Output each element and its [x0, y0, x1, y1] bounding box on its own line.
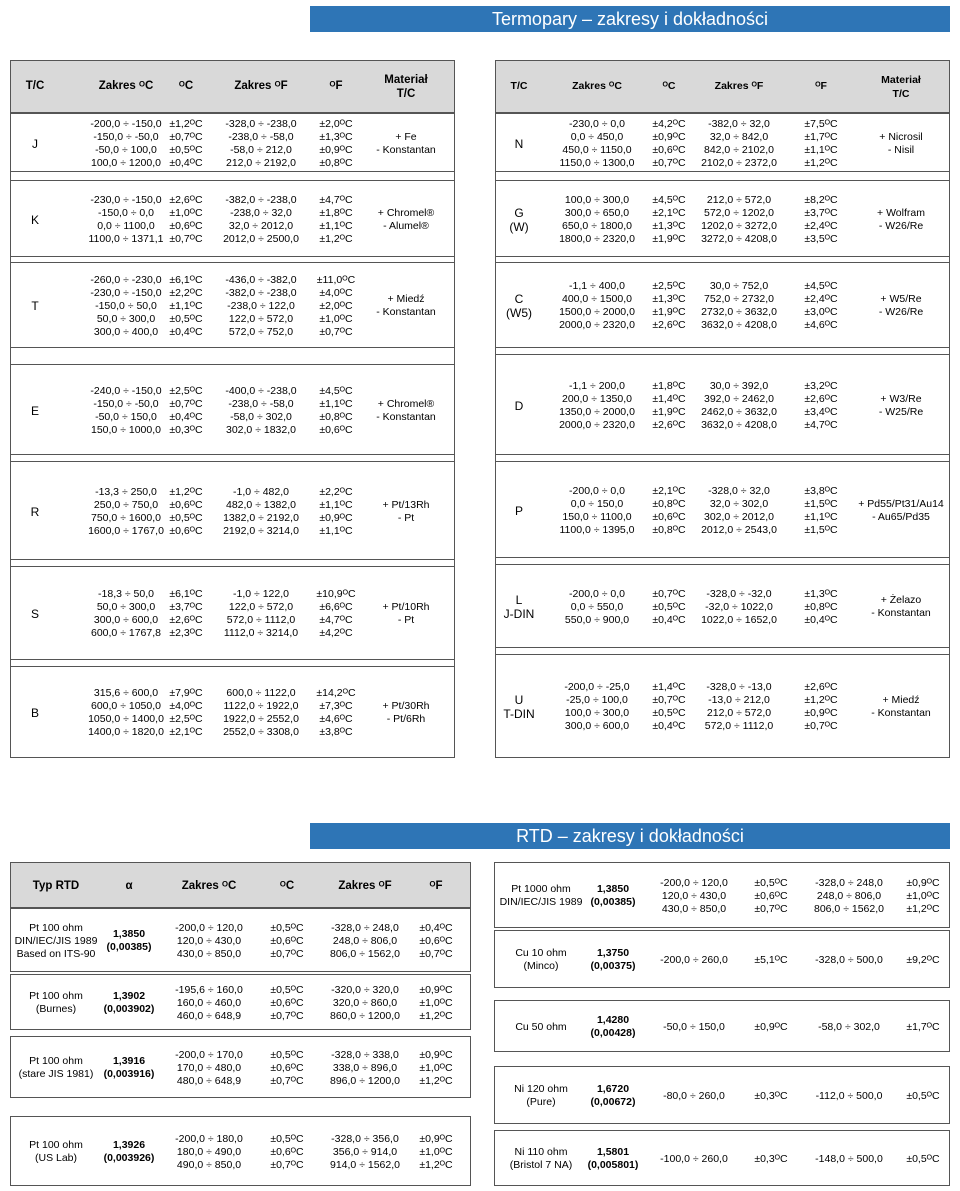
tc-range-f: -382,0 ÷ -238,0 -238,0 ÷ 32,0 32,0 ÷ 2012,0 2012,0 ÷ 2500,0: [223, 193, 299, 245]
tc-range-c: -200,0 ÷ -150,0 -150,0 ÷ -50,0 -50,0 ÷ 100,0 100,0 ÷ 1200,0: [90, 117, 162, 169]
tc-header-cell: Materiał T/C: [384, 74, 428, 100]
tc-range-c: 100,0 ÷ 300,0 300,0 ÷ 650,0 650,0 ÷ 1800,0 1800,0 ÷ 2320,0: [559, 193, 635, 245]
tc-header-cell: Zakres ᴼF: [714, 80, 764, 92]
rtd-type: Pt 1000 ohm DIN/IEC/JIS 1989: [499, 883, 583, 908]
rtd-row-left: [10, 1036, 471, 1098]
rtd-header-cell: ᴼF: [429, 880, 443, 892]
tc-header-cell: ᴼF: [329, 80, 343, 92]
tc-header-right: [495, 60, 950, 113]
tc-range-c: -18,3 ÷ 50,0 50,0 ÷ 300,0 300,0 ÷ 600,0 600,0 ÷ 1767,8: [91, 588, 161, 639]
tc-range-f: -328,0 ÷ 32,0 32,0 ÷ 302,0 302,0 ÷ 2012,0 2012,0 ÷ 2543,0: [701, 484, 777, 536]
tc-acc-f: ±3,2ᴼC ±2,6ᴼC ±3,4ᴼC ±4,7ᴼC: [804, 379, 838, 431]
rtd-range-f: -112,0 ÷ 500,0: [815, 1089, 883, 1102]
tc-material: + Pt/10Rh - Pt: [382, 601, 430, 626]
rtd-acc-f: ±0,9ᴼC ±1,0ᴼC ±1,2ᴼC: [419, 983, 453, 1022]
tc-type: J: [32, 136, 38, 151]
rtd-row-right: [494, 862, 950, 928]
rtd-range-c: -200,0 ÷ 260,0: [660, 953, 728, 966]
tc-acc-c: ±7,9ᴼC ±4,0ᴼC ±2,5ᴼC ±2,1ᴼC: [169, 687, 203, 738]
rtd-row-left: [10, 1116, 471, 1186]
tc-header-left: [10, 60, 455, 113]
tc-row-right: [495, 461, 950, 558]
tc-row-separator: [10, 172, 455, 180]
tc-acc-c: ±4,2ᴼC ±0,9ᴼC ±0,6ᴼC ±0,7ᴼC: [652, 117, 686, 169]
tc-row-left: [10, 364, 455, 455]
tc-material: + Żelazo - Konstantan: [871, 594, 931, 619]
tc-acc-f: ±2,2ᴼC ±1,1ᴼC ±0,9ᴼC ±1,1ᴼC: [319, 485, 353, 537]
rtd-header-cell: ᴼC: [279, 880, 295, 892]
tc-header-cell: Zakres ᴼF: [234, 80, 288, 92]
tc-acc-c: ±2,6ᴼC ±1,0ᴼC ±0,6ᴼC ±0,7ᴼC: [169, 193, 203, 245]
tc-type: B: [30, 706, 39, 720]
rtd-row-left: [10, 908, 471, 972]
rtd-acc-c: ±0,5ᴼC ±0,6ᴼC ±0,7ᴼC: [754, 876, 788, 915]
tc-range-f: -328,0 ÷ -238,0 -238,0 ÷ -58,0 -58,0 ÷ 212,0 212,0 ÷ 2192,0: [225, 117, 297, 169]
tc-acc-f: ±2,6ᴼC ±1,2ᴼC ±0,9ᴼC ±0,7ᴼC: [804, 681, 838, 732]
tc-row-right: [495, 113, 950, 172]
tc-range-c: -200,0 ÷ -25,0 -25,0 ÷ 100,0 100,0 ÷ 300,0 300,0 ÷ 600,0: [564, 681, 630, 732]
tc-material: + Miedź - Konstantan: [871, 694, 931, 719]
tc-type: R: [30, 504, 40, 519]
rtd-acc-f: ±0,5ᴼC: [906, 1152, 940, 1165]
tc-row-left: [10, 461, 455, 560]
rtd-range-c: -200,0 ÷ 120,0 120,0 ÷ 430,0 430,0 ÷ 850,0: [175, 921, 243, 960]
tc-acc-f: ±1,3ᴼC ±0,8ᴼC ±0,4ᴼC: [804, 587, 838, 626]
tc-row-right: [495, 262, 950, 348]
tc-range-c: -230,0 ÷ 0,0 0,0 ÷ 450,0 450,0 ÷ 1150,0 1150,0 ÷ 1300,0: [559, 117, 635, 169]
tc-row-left: [10, 262, 455, 348]
rtd-header-cell: α: [125, 880, 133, 892]
tc-acc-f: ±7,5ᴼC ±1,7ᴼC ±1,1ᴼC ±1,2ᴼC: [804, 117, 838, 169]
tc-row-right: [495, 180, 950, 257]
tc-material: + W5/Re - W26/Re: [878, 293, 924, 318]
tc-acc-c: ±1,2ᴼC ±0,7ᴼC ±0,5ᴼC ±0,4ᴼC: [169, 117, 203, 169]
rtd-range-f: -148,0 ÷ 500,0: [815, 1152, 883, 1165]
tc-header-cell: Zakres ᴼC: [572, 80, 622, 92]
rtd-acc-f: ±0,9ᴼC ±1,0ᴼC ±1,2ᴼC: [419, 1132, 453, 1171]
rtd-range-f: -328,0 ÷ 248,0 248,0 ÷ 806,0 806,0 ÷ 1562,0: [814, 876, 884, 915]
rtd-row-right: [494, 1066, 950, 1124]
tc-material: + W3/Re - W25/Re: [878, 392, 924, 418]
rtd-type: Ni 120 ohm (Pure): [514, 1083, 568, 1108]
rtd-type: Cu 50 ohm: [515, 1020, 567, 1033]
tc-range-f: -436,0 ÷ -382,0 -382,0 ÷ -238,0 -238,0 ÷ 122,0 122,0 ÷ 572,0 572,0 ÷ 752,0: [225, 273, 297, 338]
tc-acc-c: ±1,2ᴼC ±0,6ᴼC ±0,5ᴼC ±0,6ᴼC: [169, 485, 203, 537]
rtd-acc-c: ±0,5ᴼC ±0,6ᴼC ±0,7ᴼC: [270, 1048, 304, 1087]
tc-range-f: -1,0 ÷ 122,0 122,0 ÷ 572,0 572,0 ÷ 1112,0 1112,0 ÷ 3214,0: [223, 588, 299, 639]
tc-acc-c: ±2,5ᴼC ±1,3ᴼC ±1,9ᴼC ±2,6ᴼC: [652, 280, 686, 331]
rtd-acc-c: ±0,3ᴼC: [754, 1152, 788, 1165]
rtd-row-left: [10, 974, 471, 1030]
tc-range-f: 30,0 ÷ 752,0 752,0 ÷ 2732,0 2732,0 ÷ 3632,0 3632,0 ÷ 4208,0: [701, 280, 777, 331]
rtd-range-f: -328,0 ÷ 500,0: [815, 953, 883, 966]
tc-row-separator: [10, 455, 455, 461]
tc-acc-c: ±6,1ᴼC ±3,7ᴼC ±2,6ᴼC ±2,3ᴼC: [169, 588, 203, 639]
rtd-type: Pt 100 ohm (US Lab): [29, 1139, 83, 1164]
tc-type: L J-DIN: [503, 593, 535, 621]
tc-range-c: -1,1 ÷ 400,0 400,0 ÷ 1500,0 1500,0 ÷ 2000,0 2000,0 ÷ 2320,0: [559, 280, 635, 331]
tc-acc-f: ±2,0ᴼC ±1,3ᴼC ±0,9ᴼC ±0,8ᴼC: [319, 117, 353, 169]
rtd-range-f: -58,0 ÷ 302,0: [818, 1020, 880, 1033]
rtd-row-right: [494, 1000, 950, 1052]
tc-row-left: [10, 180, 455, 257]
rtd-type: Pt 100 ohm DIN/IEC/JIS 1989 Based on ITS-90: [14, 921, 98, 960]
tc-type: U T-DIN: [503, 693, 535, 721]
tc-type: T: [31, 299, 39, 313]
rtd-acc-f: ±0,4ᴼC ±0,6ᴼC ±0,7ᴼC: [419, 921, 453, 960]
tc-row-separator: [495, 172, 950, 180]
tc-type: D: [514, 398, 524, 413]
rtd-alpha: 1,3916 (0,003916): [103, 1055, 155, 1080]
tc-row-right: [495, 564, 950, 648]
tc-header-cell: ᴼF: [815, 80, 827, 92]
tc-acc-c: ±2,5ᴼC ±0,7ᴼC ±0,4ᴼC ±0,3ᴼC: [169, 384, 203, 436]
rtd-acc-f: ±9,2ᴼC: [906, 953, 940, 966]
tc-material: + Miedź - Konstantan: [376, 293, 436, 318]
tc-material: + Fe - Konstantan: [376, 130, 436, 156]
tc-acc-f: ±4,5ᴼC ±2,4ᴼC ±3,0ᴼC ±4,6ᴼC: [804, 280, 838, 331]
rtd-type: Ni 110 ohm (Bristol 7 NA): [509, 1146, 573, 1171]
rtd-acc-c: ±0,5ᴼC ±0,6ᴼC ±0,7ᴼC: [270, 1132, 304, 1171]
tc-range-c: -200,0 ÷ 0,0 0,0 ÷ 150,0 150,0 ÷ 1100,0 1100,0 ÷ 1395,0: [559, 484, 635, 536]
rtd-acc-c: ±0,9ᴼC: [754, 1020, 788, 1033]
tc-range-c: 315,6 ÷ 600,0 600,0 ÷ 1050,0 1050,0 ÷ 1400,0 1400,0 ÷ 1820,0: [88, 687, 164, 738]
tc-range-c: -200,0 ÷ 0,0 0,0 ÷ 550,0 550,0 ÷ 900,0: [564, 587, 630, 626]
tc-range-c: -13,3 ÷ 250,0 250,0 ÷ 750,0 750,0 ÷ 1600,0 1600,0 ÷ 1767,0: [88, 485, 164, 537]
rtd-acc-f: ±0,9ᴼC ±1,0ᴼC ±1,2ᴼC: [419, 1048, 453, 1087]
tc-header-cell: Materiał T/C: [881, 74, 921, 100]
tc-acc-f: ±14,2ᴼC ±7,3ᴼC ±4,6ᴼC ±3,8ᴼC: [316, 687, 356, 738]
tc-row-separator: [10, 560, 455, 566]
rtd-range-f: -328,0 ÷ 338,0 338,0 ÷ 896,0 896,0 ÷ 1200,0: [330, 1048, 400, 1087]
tc-row-separator: [495, 348, 950, 354]
rtd-type: Pt 100 ohm (stare JIS 1981): [18, 1055, 94, 1080]
tc-header-cell: ᴼC: [662, 80, 676, 92]
rtd-acc-f: ±0,5ᴼC: [906, 1089, 940, 1102]
tc-acc-c: ±4,5ᴼC ±2,1ᴼC ±1,3ᴼC ±1,9ᴼC: [652, 193, 686, 245]
tc-range-f: 212,0 ÷ 572,0 572,0 ÷ 1202,0 1202,0 ÷ 3272,0 3272,0 ÷ 4208,0: [701, 193, 777, 245]
tc-header-cell: ᴼC: [178, 80, 194, 92]
rtd-range-f: -320,0 ÷ 320,0 320,0 ÷ 860,0 860,0 ÷ 1200,0: [330, 983, 400, 1022]
tc-row-right: [495, 654, 950, 758]
tc-acc-c: ±1,4ᴼC ±0,7ᴼC ±0,5ᴼC ±0,4ᴼC: [652, 681, 686, 732]
tc-row-separator: [495, 648, 950, 654]
rtd-acc-c: ±0,3ᴼC: [754, 1089, 788, 1102]
tc-material: + Pt/30Rh - Pt/6Rh: [382, 700, 430, 725]
tc-row-separator: [10, 257, 455, 262]
tc-range-c: -230,0 ÷ -150,0 -150,0 ÷ 0,0 0,0 ÷ 1100,0 1100,0 ÷ 1371,1: [88, 193, 164, 245]
rtd-alpha: 1,3850 (0,00385): [106, 928, 152, 953]
tc-row-separator: [10, 348, 455, 364]
tc-material: + Nicrosil - Nisil: [879, 130, 923, 156]
tc-row-separator: [495, 455, 950, 461]
tc-header-cell: T/C: [510, 80, 528, 92]
thermocouple-title: Termopary – zakresy i dokładności: [310, 6, 950, 32]
tc-row-separator: [495, 558, 950, 564]
tc-range-f: 600,0 ÷ 1122,0 1122,0 ÷ 1922,0 1922,0 ÷ 2552,0 2552,0 ÷ 3308,0: [223, 687, 299, 738]
rtd-acc-f: ±1,7ᴼC: [906, 1020, 940, 1033]
rtd-type: Pt 100 ohm (Burnes): [29, 990, 83, 1015]
tc-acc-c: ±1,8ᴼC ±1,4ᴼC ±1,9ᴼC ±2,6ᴼC: [652, 379, 686, 431]
tc-row-left: [10, 666, 455, 758]
rtd-range-c: -200,0 ÷ 170,0 170,0 ÷ 480,0 480,0 ÷ 648,9: [175, 1048, 243, 1087]
tc-header-cell: T/C: [25, 80, 45, 92]
tc-row-right: [495, 354, 950, 455]
rtd-range-c: -200,0 ÷ 120,0 120,0 ÷ 430,0 430,0 ÷ 850,0: [660, 876, 728, 915]
tc-type: C (W5): [506, 292, 532, 320]
tc-range-f: -382,0 ÷ 32,0 32,0 ÷ 842,0 842,0 ÷ 2102,0 2102,0 ÷ 2372,0: [701, 117, 777, 169]
rtd-header: [10, 862, 471, 908]
tc-acc-f: ±8,2ᴼC ±3,7ᴼC ±2,4ᴼC ±3,5ᴼC: [804, 193, 838, 245]
tc-acc-f: ±4,5ᴼC ±1,1ᴼC ±0,8ᴼC ±0,6ᴼC: [319, 384, 353, 436]
tc-material: + Pd55/Pt31/Au14 - Au65/Pd35: [858, 497, 944, 523]
tc-range-f: 30,0 ÷ 392,0 392,0 ÷ 2462,0 2462,0 ÷ 3632,0 3632,0 ÷ 4208,0: [701, 379, 777, 431]
rtd-alpha: 1,3926 (0,003926): [103, 1139, 155, 1164]
tc-type: P: [514, 503, 523, 518]
tc-type: K: [30, 212, 39, 227]
tc-row-separator: [10, 660, 455, 666]
rtd-header-cell: Typ RTD: [32, 880, 80, 892]
tc-range-f: -328,0 ÷ -13,0 -13,0 ÷ 212,0 212,0 ÷ 572,0 572,0 ÷ 1112,0: [704, 681, 774, 732]
tc-range-f: -1,0 ÷ 482,0 482,0 ÷ 1382,0 1382,0 ÷ 2192,0 2192,0 ÷ 3214,0: [223, 485, 299, 537]
rtd-header-cell: Zakres ᴼC: [181, 880, 237, 892]
tc-type: N: [514, 136, 524, 151]
tc-acc-f: ±4,7ᴼC ±1,8ᴼC ±1,1ᴼC ±1,2ᴼC: [319, 193, 353, 245]
tc-material: + Chromel® - Alumel®: [377, 206, 435, 232]
tc-row-left: [10, 113, 455, 172]
rtd-header-cell: Zakres ᴼF: [338, 880, 392, 892]
rtd-acc-c: ±5,1ᴼC: [754, 953, 788, 966]
tc-acc-f: ±11,0ᴼC ±4,0ᴼC ±2,0ᴼC ±1,0ᴼC ±0,7ᴼC: [316, 273, 356, 338]
rtd-alpha: 1,3850 (0,00385): [590, 883, 636, 908]
tc-type: G (W): [509, 205, 529, 234]
tc-range-c: -260,0 ÷ -230,0 -230,0 ÷ -150,0 -150,0 ÷ 50,0 50,0 ÷ 300,0 300,0 ÷ 400,0: [90, 273, 162, 338]
tc-range-f: -400,0 ÷ -238,0 -238,0 ÷ -58,0 -58,0 ÷ 302,0 302,0 ÷ 1832,0: [225, 384, 297, 436]
rtd-alpha: 1,3902 (0,003902): [103, 990, 155, 1015]
tc-type: S: [30, 607, 39, 621]
tc-material: + Wolfram - W26/Re: [877, 206, 925, 232]
tc-row-separator: [495, 257, 950, 262]
rtd-range-c: -200,0 ÷ 180,0 180,0 ÷ 490,0 490,0 ÷ 850,0: [175, 1132, 243, 1171]
tc-acc-c: ±0,7ᴼC ±0,5ᴼC ±0,4ᴼC: [652, 587, 686, 626]
rtd-acc-c: ±0,5ᴼC ±0,6ᴼC ±0,7ᴼC: [270, 983, 304, 1022]
rtd-range-c: -80,0 ÷ 260,0: [663, 1089, 725, 1102]
rtd-acc-c: ±0,5ᴼC ±0,6ᴼC ±0,7ᴼC: [270, 921, 304, 960]
tc-acc-f: ±3,8ᴼC ±1,5ᴼC ±1,1ᴼC ±1,5ᴼC: [804, 484, 838, 536]
rtd-row-right: [494, 930, 950, 988]
tc-acc-c: ±2,1ᴼC ±0,8ᴼC ±0,6ᴼC ±0,8ᴼC: [652, 484, 686, 536]
tc-acc-c: ±6,1ᴼC ±2,2ᴼC ±1,1ᴼC ±0,5ᴼC ±0,4ᴼC: [169, 273, 203, 338]
tc-range-c: -240,0 ÷ -150,0 -150,0 ÷ -50,0 -50,0 ÷ 150,0 150,0 ÷ 1000,0: [90, 384, 162, 436]
rtd-range-c: -100,0 ÷ 260,0: [660, 1152, 728, 1165]
rtd-alpha: 1,6720 (0,00672): [590, 1083, 636, 1108]
rtd-range-c: -195,6 ÷ 160,0 160,0 ÷ 460,0 460,0 ÷ 648,9: [175, 983, 243, 1022]
rtd-type: Cu 10 ohm (Minco): [515, 947, 567, 972]
tc-material: + Chromel® - Konstantan: [376, 397, 436, 423]
rtd-range-f: -328,0 ÷ 248,0 248,0 ÷ 806,0 806,0 ÷ 1562,0: [330, 921, 400, 960]
rtd-alpha: 1,5801 (0,005801): [587, 1146, 639, 1171]
rtd-range-c: -50,0 ÷ 150,0: [663, 1020, 725, 1033]
tc-acc-f: ±10,9ᴼC ±6,6ᴼC ±4,7ᴼC ±4,2ᴼC: [316, 588, 356, 639]
tc-material: + Pt/13Rh - Pt: [382, 498, 430, 524]
tc-header-cell: Zakres ᴼC: [98, 80, 154, 92]
tc-range-f: -328,0 ÷ -32,0 -32,0 ÷ 1022,0 1022,0 ÷ 1652,0: [701, 587, 777, 626]
rtd-range-f: -328,0 ÷ 356,0 356,0 ÷ 914,0 914,0 ÷ 1562,0: [330, 1132, 400, 1171]
tc-row-left: [10, 566, 455, 660]
rtd-alpha: 1,3750 (0,00375): [590, 947, 636, 972]
rtd-alpha: 1,4280 (0,00428): [590, 1014, 636, 1039]
rtd-row-right: [494, 1130, 950, 1186]
tc-range-c: -1,1 ÷ 200,0 200,0 ÷ 1350,0 1350,0 ÷ 2000,0 2000,0 ÷ 2320,0: [559, 379, 635, 431]
tc-type: E: [30, 403, 39, 418]
rtd-acc-f: ±0,9ᴼC ±1,0ᴼC ±1,2ᴼC: [906, 876, 940, 915]
rtd-title: RTD – zakresy i dokładności: [310, 823, 950, 849]
